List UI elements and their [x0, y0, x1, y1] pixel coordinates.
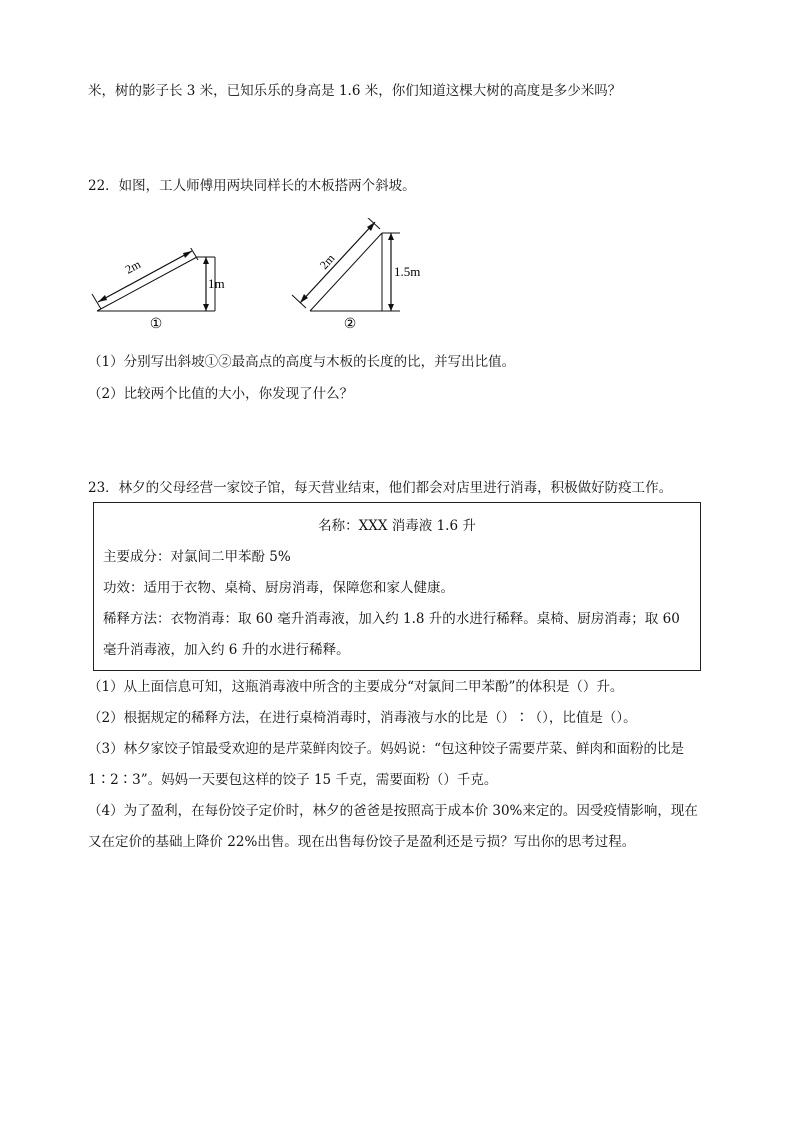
q23-sub4-line-2: 又在定价的基础上降价 22%出售。现在出售每份饺子是盈利还是亏损？写出你的思考过程。 [88, 834, 636, 850]
slope-2-height-arrowhead-bottom [388, 304, 394, 311]
slope-2-length-arrow [300, 222, 375, 303]
disinfectant-label-box [93, 502, 701, 671]
q23-sub2: （2）根据规定的稀释方法，在进行桌椅消毒时，消毒液与水的比是（）∶（），比值是（）。 [88, 710, 637, 726]
slope-1-board-label: 2m [122, 257, 143, 277]
label-title: 名称：XXX 消毒液 1.6 升 [318, 518, 476, 534]
slope-2-height-label: 1.5m [394, 264, 421, 279]
slope-2-board [310, 233, 382, 311]
slope-1-height-label: 1m [208, 276, 225, 291]
label-effect: 功效：适用于衣物、桌椅、厨房消毒，保障您和家人健康。 [103, 580, 454, 596]
slope-1-number: ① [149, 317, 163, 332]
q22-sub1: （1）分别写出斜坡①②最高点的高度与木板的长度的比，并写出比值。 [88, 354, 516, 370]
slope-1-length-arrow [98, 251, 192, 302]
slope-2-number: ② [343, 317, 357, 332]
q23-sub4-line-1: （4）为了盈利，在每份饺子定价时，林夕的爸爸是按照高于成本价 30%来定的。因受疫情影响，现在 [88, 803, 698, 819]
slope-figure-1 [88, 248, 248, 332]
slope-1-height-arrowhead-top [203, 257, 209, 264]
slope-1-board [97, 257, 197, 311]
slope-1-height-arrowhead-bottom [203, 304, 209, 311]
label-ingredient: 主要成分：对氯间二甲苯酚 5% [103, 549, 291, 565]
q22-sub2: （2）比较两个比值的大小，你发现了什么？ [88, 386, 354, 402]
q23-sub3-line-1: （3）林夕家饺子馆最受欢迎的是芹菜鲜肉饺子。妈妈说：“包这种饺子需要芹菜、鲜肉和面粉的比是 [88, 741, 684, 757]
q21-tail-text: 米，树的影子长 3 米，已知乐乐的身高是 1.6 米，你们知道这棵大树的高度是多少米吗？ [88, 83, 622, 99]
q23-stem: 23．林夕的父母经营一家饺子馆，每天营业结束，他们都会对店里进行消毒，积极做好防疫工作。 [88, 480, 673, 496]
slope-1-length-arrowhead-low [98, 295, 107, 302]
q23-sub1: （1）从上面信息可知，这瓶消毒液中所含的主要成分“对氯间二甲苯酚”的体积是（）升。 [88, 679, 624, 695]
slope-figure-2 [288, 218, 438, 334]
label-dilution-line-2: 毫升消毒液，加入约 6 升的水进行稀释。 [103, 642, 350, 658]
q23-sub3-line-2: 1∶2∶3”。妈妈一天要包这样的饺子 15 千克，需要面粉（）千克。 [88, 772, 498, 788]
slope-2-height-arrowhead-top [388, 233, 394, 240]
slope-1-length-arrowhead-high [183, 251, 192, 258]
slope-2-board-label: 2m [316, 251, 338, 273]
slope-1-board-tick-high [189, 248, 198, 260]
q22-stem: 22．如图，工人师傅用两块同样长的木板搭两个斜坡。 [88, 178, 416, 194]
label-dilution-line-1: 稀释方法：衣物消毒：取 60 毫升消毒液，加入约 1.8 升的水进行稀释。桌椅、厨房消毒；取 60 [103, 611, 680, 627]
